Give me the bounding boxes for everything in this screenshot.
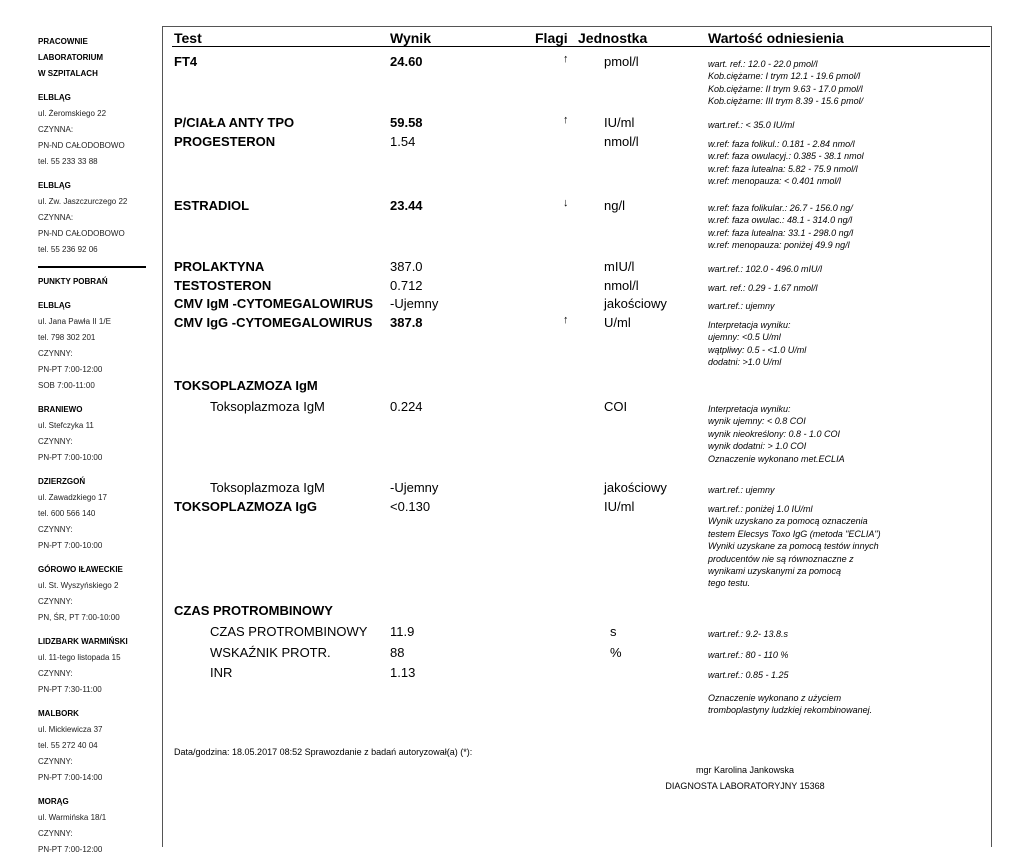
location-line: tel. 600 566 140 — [38, 509, 96, 518]
reference-range — [708, 484, 775, 496]
location-line: PN-PT 7:30-11:00 — [38, 685, 102, 694]
reference-range — [708, 628, 788, 640]
reference-range — [708, 319, 806, 369]
reference-line: Kob.ciężarne: III trym 8.39 - 15.6 pmol/ — [708, 96, 864, 107]
location-block — [38, 794, 148, 858]
location-line: ul. 11-tego listopada 15 — [38, 653, 121, 662]
location-block — [38, 402, 148, 466]
location-block — [38, 178, 148, 258]
location-block — [38, 474, 148, 554]
test-name: CMV IgG -CYTOMEGALOWIRUS — [174, 315, 373, 330]
test-name: CZAS PROTROMBINOWY — [210, 624, 368, 639]
result-value: 0.224 — [390, 399, 423, 414]
unit: pmol/l — [604, 54, 639, 69]
location-line: tel. 798 302 201 — [38, 333, 96, 342]
result-value: 23.44 — [390, 198, 423, 213]
header-divider — [172, 46, 990, 47]
reference-line: wart.ref.: 9.2- 13.8.s — [708, 629, 789, 639]
reference-line: w.ref: menopauza: < 0.401 nmol/l — [708, 176, 841, 187]
signer-title: DIAGNOSTA LABORATORYJNY 15368 — [665, 781, 825, 791]
location-line: CZYNNA: — [38, 213, 74, 222]
reference-line: Interpretacja wyniku: — [708, 320, 791, 330]
result-value: 59.58 — [390, 115, 423, 130]
location-line: ul. Stefczyka 11 — [38, 421, 94, 430]
reference-line: wart.ref.: ujemny — [708, 301, 775, 311]
unit: COI — [604, 399, 628, 414]
location-block — [38, 634, 148, 698]
location-line: PN-PT 7:00-10:00 — [38, 541, 103, 550]
location-line: ul. Zw. Jaszczurczego 22 — [38, 197, 128, 206]
reference-range — [708, 503, 881, 590]
sidebar-title — [38, 34, 148, 82]
test-name: Toksoplazmoza IgM — [210, 399, 325, 414]
location-line: ul. Mickiewicza 37 — [38, 725, 103, 734]
reference-range — [708, 282, 818, 294]
reference-range — [708, 263, 822, 275]
location-city: ELBLĄG — [38, 301, 71, 310]
reference-line: tego testu. — [708, 578, 751, 589]
location-line: ul. St. Wyszyńskiego 2 — [38, 581, 119, 590]
location-line: CZYNNY: — [38, 525, 73, 534]
result-value: 0.712 — [390, 278, 423, 293]
location-city: BRANIEWO — [38, 405, 83, 414]
location-line: ul. Zawadzkiego 17 — [38, 493, 107, 502]
unit: nmol/l — [604, 134, 639, 149]
reference-line: producentów nie są równoznaczne z — [708, 553, 854, 564]
location-line: ul. Warmińska 18/1 — [38, 813, 107, 822]
reference-range — [708, 119, 794, 131]
reference-line: w.ref: faza lutealna: 33.1 - 298.0 ng/l — [708, 227, 854, 238]
reference-range — [708, 300, 775, 312]
reference-line: wynikami uzyskanymi za pomocą — [708, 566, 842, 577]
result-value: -Ujemny — [390, 296, 439, 311]
result-value: 11.9 — [390, 624, 415, 639]
authorization-text: Data/godzina: 18.05.2017 08:52 Sprawozdanie z badań autoryzował(a) (*): — [174, 747, 473, 757]
group-header: TOKSOPLAZMOZA IgM — [174, 378, 318, 393]
unit: s — [610, 624, 617, 639]
location-block — [38, 298, 148, 394]
flag-arrow-up-icon: ↑ — [563, 314, 569, 326]
reference-line: wart.ref.: ujemny — [708, 485, 775, 495]
result-value: 1.54 — [390, 134, 416, 149]
location-line: tel. 55 233 33 88 — [38, 157, 98, 166]
location-line: CZYNNY: — [38, 669, 73, 678]
flag-arrow-up-icon: ↑ — [563, 114, 569, 126]
reference-line: wart. ref.: 0.29 - 1.67 nmol/l — [708, 283, 818, 293]
signer-name: mgr Karolina Jankowska — [695, 765, 795, 775]
result-value: 1.13 — [390, 665, 416, 680]
reference-range — [708, 649, 788, 661]
location-block — [38, 90, 148, 170]
reference-line: Kob.ciężarne: II trym 9.63 - 17.0 pmol/l — [708, 83, 863, 94]
header-unit: Jednostka — [578, 30, 648, 46]
unit: nmol/l — [604, 278, 639, 293]
test-name: INR — [210, 665, 233, 680]
location-line: PN, ŚR, PT 7:00-10:00 — [38, 613, 120, 622]
location-block — [38, 562, 148, 626]
location-line: CZYNNY: — [38, 597, 73, 606]
reference-line: wart.ref.: < 35.0 IU/ml — [708, 120, 795, 130]
location-line: SOB 7:00-11:00 — [38, 381, 95, 390]
reference-line: wynik dodatni: > 1.0 COI — [708, 441, 807, 452]
reference-line: w.ref: faza folikular.: 26.7 - 156.0 ng/ — [708, 203, 853, 213]
header-test: Test — [174, 30, 202, 46]
test-name: Toksoplazmoza IgM — [210, 480, 325, 495]
location-line: PN-PT 7:00-12:00 — [38, 365, 103, 374]
location-city: MALBORK — [38, 709, 79, 718]
sidebar-title-line: W SZPITALACH — [38, 69, 98, 78]
header-ref: Wartość odniesienia — [708, 30, 844, 46]
reference-line: w.ref: faza owulac.: 48.1 - 314.0 ng/l — [708, 215, 853, 226]
unit: IU/ml — [604, 115, 635, 130]
location-city: LIDZBARK WARMIŃSKI — [38, 637, 128, 646]
reference-line: wynik nieokreślony: 0.8 - 1.0 COI — [708, 428, 841, 439]
reference-line: ujemny: <0.5 U/ml — [708, 332, 781, 343]
flag-arrow-up-icon: ↑ — [563, 53, 569, 65]
reference-range — [708, 202, 853, 252]
test-name: CMV IgM -CYTOMEGALOWIRUS — [174, 296, 374, 311]
reference-range — [708, 403, 845, 465]
reference-line: Oznaczenie wykonano met.ECLIA — [708, 453, 845, 464]
test-name: PROLAKTYNA — [174, 259, 265, 274]
sidebar-title-line: PRACOWNIE — [38, 37, 88, 46]
location-block — [38, 706, 148, 786]
test-name: FT4 — [174, 54, 198, 69]
reference-line: w.ref: menopauza: poniżej 49.9 ng/l — [708, 240, 850, 251]
result-value: 387.0 — [390, 259, 423, 274]
reference-line: wynik ujemny: < 0.8 COI — [708, 416, 806, 427]
note-line: tromboplastyny ludzkiej rekombinowanej. — [708, 705, 873, 716]
result-value: -Ujemny — [390, 480, 439, 495]
location-line: CZYNNY: — [38, 437, 73, 446]
location-line: PN-PT 7:00-12:00 — [38, 845, 103, 854]
reference-line: wart. ref.: 12.0 - 22.0 pmol/l — [708, 59, 818, 69]
reference-line: wątpliwy: 0.5 - <1.0 U/ml — [708, 344, 807, 355]
header-flags: Flagi — [535, 30, 568, 46]
location-line: PN-ND CAŁODOBOWO — [38, 141, 125, 150]
location-line: PN-PT 7:00-10:00 — [38, 453, 103, 462]
unit: U/ml — [604, 315, 631, 330]
sidebar-lab-locations — [38, 34, 148, 866]
reference-line: wart.ref.: 102.0 - 496.0 mIU/l — [708, 264, 823, 274]
location-city: ELBLĄG — [38, 93, 71, 102]
result-value: <0.130 — [390, 499, 431, 514]
flag-arrow-down-icon: ↓ — [563, 197, 569, 209]
unit: ng/l — [604, 198, 625, 213]
location-line: tel. 55 272 40 04 — [38, 741, 98, 750]
location-city: MORĄG — [38, 797, 69, 806]
location-line: PN-PT 7:00-14:00 — [38, 773, 103, 782]
reference-line: wart.ref.: 80 - 110 % — [708, 650, 789, 660]
location-city: GÓROWO IŁAWECKIE — [38, 565, 123, 574]
result-value: 88 — [390, 645, 405, 660]
reference-line: Wyniki uzyskane za pomocą testów innych — [708, 541, 879, 552]
location-line: CZYNNY: — [38, 757, 73, 766]
test-name: PROGESTERON — [174, 134, 276, 149]
sidebar-divider — [38, 266, 146, 268]
location-city: ELBLĄG — [38, 181, 71, 190]
reference-line: wart.ref.: poniżej 1.0 IU/ml — [708, 504, 813, 514]
test-name: WSKAŹNIK PROTR. — [210, 645, 331, 660]
reference-line: wart.ref.: 0.85 - 1.25 — [708, 670, 789, 680]
location-line: PN-ND CAŁODOBOWO — [38, 229, 125, 238]
location-city: DZIERZGOŃ — [38, 477, 86, 486]
location-line: CZYNNA: — [38, 125, 74, 134]
reference-line: w.ref: faza owulacyj.: 0.385 - 38.1 nmol — [708, 151, 864, 162]
unit: jakościowy — [604, 480, 667, 495]
location-line: CZYNNY: — [38, 349, 73, 358]
location-line: ul. Jana Pawła II 1/E — [38, 317, 111, 326]
reference-line: Kob.ciężarne: I trym 12.1 - 19.6 pmol/l — [708, 71, 861, 82]
reference-range — [708, 669, 789, 681]
reference-range — [708, 58, 863, 108]
test-name: P/CIAŁA ANTY TPO — [174, 115, 295, 130]
reference-line: testem Elecsys Toxo IgG (metoda "ECLIA") — [708, 528, 881, 539]
reference-range — [708, 138, 864, 188]
unit: mIU/l — [604, 259, 635, 274]
unit: jakościowy — [604, 296, 667, 311]
group-header: CZAS PROTROMBINOWY — [174, 603, 333, 618]
points-title: PUNKTY POBRAŃ — [38, 277, 108, 286]
result-value: 387.8 — [390, 315, 423, 330]
report-frame — [162, 26, 992, 847]
test-name: ESTRADIOL — [174, 198, 250, 213]
reference-line: w.ref: faza lutealna: 5.82 - 75.9 nmol/l — [708, 163, 858, 174]
result-value: 24.60 — [390, 54, 423, 69]
unit: % — [610, 645, 622, 660]
unit: IU/ml — [604, 499, 635, 514]
reference-line: dodatni: >1.0 U/ml — [708, 357, 782, 368]
location-line: tel. 55 236 92 06 — [38, 245, 98, 254]
reference-line: Interpretacja wyniku: — [708, 404, 791, 414]
note-line: Oznaczenie wykonano z użyciem — [708, 693, 842, 703]
reference-line: Wynik uzyskano za pomocą oznaczenia — [708, 516, 868, 527]
location-line: CZYNNY: — [38, 829, 73, 838]
method-note — [708, 692, 872, 717]
reference-line: w.ref: faza folikul.: 0.181 - 2.84 nmo/l — [708, 139, 855, 149]
sidebar-title-line: LABORATORIUM — [38, 53, 104, 62]
header-result: Wynik — [390, 30, 431, 46]
location-line: ul. Żeromskiego 22 — [38, 109, 107, 118]
test-name: TESTOSTERON — [174, 278, 272, 293]
test-name: TOKSOPLAZMOZA IgG — [174, 499, 317, 514]
